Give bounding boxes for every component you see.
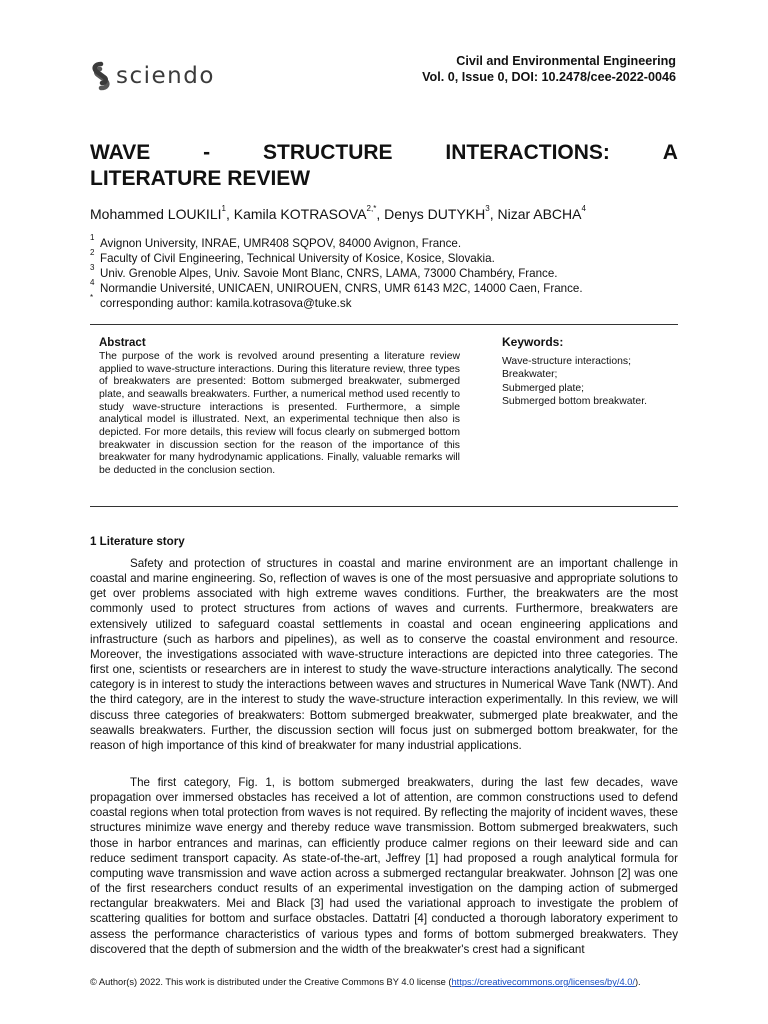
author-affil-mark: 4 xyxy=(581,204,586,213)
body-paragraph: Safety and protection of structures in coastal and marine environment are an important challenge in coastal and marine engineering. So, reflection of waves is one of the most persuasive and appropriate solutions to get over problems associated with high extreme waves conditions. Further, the breakwaters are the most commonly used to protect structures from actions of waves and currents. Furthermore, breakwaters are extensively utilized to safeguard coastal settlements in coastal and ocean engineering applications and infrastructure (such as harbors and pipelines), as well as to conserve the coastal environment and resource. Moreover, the investigations associated with wave-structure interactions are depicted into three categories. The first one, scientists or researchers are in interest to study the wave-structure interactions analytically. The second category is in interest to study the interactions between waves and structures in Numerical Wave Tank (NWT). And the third category, are in the interest to study the wave-structure interaction experimentally. In this review, we will discuss three categories of breakwaters: Bottom submerged breakwater, submerged plate breakwater, and the seawalls breakwaters. Further, the discussion section will focus just on submerged bottom breakwater, for the reason of high importance of this kind of breakwater for many industrial applications. xyxy=(90,557,678,752)
affiliation-item: 2 Faculty of Civil Engineering, Technical University of Kosice, Kosice, Slovakia. xyxy=(90,248,495,265)
author-affil-mark: 2,* xyxy=(366,204,377,213)
title-word: WAVE xyxy=(90,141,151,164)
keywords-list xyxy=(502,355,647,408)
title-line-2: LITERATURE REVIEW xyxy=(90,167,311,190)
divider-bottom xyxy=(90,506,678,507)
author-affil-mark: 1 xyxy=(221,204,226,213)
keyword-item: Wave-structure interactions; xyxy=(502,356,631,367)
keyword-item: Breakwater; xyxy=(502,369,558,381)
affiliation-item: 4 Normandie Université, UNICAEN, UNIROUEN, CNRS, UMR 6143 M2C, 14000 Caen, France. xyxy=(90,278,583,295)
author-name: Denys DUTYKH xyxy=(384,206,486,222)
abstract-heading: Abstract xyxy=(99,337,146,349)
journal-name: Civil and Environmental Engineering xyxy=(456,54,676,68)
title-line-1 xyxy=(90,140,678,166)
title-word: INTERACTIONS: xyxy=(445,141,610,164)
license-footer: © Author(s) 2022. This work is distributed under the Creative Commons BY 4.0 license (https://creativecommons.org/licenses/by/4.0/). xyxy=(90,977,641,987)
journal-info xyxy=(422,53,676,85)
journal-issue: Vol. 0, Issue 0, DOI: 10.2478/cee-2022-0046 xyxy=(422,70,676,84)
author-name: Mohammed LOUKILI xyxy=(90,206,222,222)
title-word: A xyxy=(662,141,678,164)
title-word: - xyxy=(203,141,211,164)
author-name: Kamila KOTRASOVA xyxy=(233,206,367,222)
affiliation-list xyxy=(90,233,583,311)
logo-text: sciendo xyxy=(116,63,215,89)
corresponding-author: * corresponding author: kamila.kotrasova@tuke.sk xyxy=(90,293,352,310)
sciendo-logo-icon xyxy=(90,61,112,91)
body-paragraph: The first category, Fig. 1, is bottom submerged breakwaters, during the last few decades, wave propagation over immersed obstacles has received a lot of attention, are common constructions used to defend coastal regions when total protection from waves is not required. By reflecting the majority of incident waves, these structures minimize wave energy and thereby reduce wave transmission. Bottom submerged breakwaters, such those in harbor entrances and marinas, can efficiently produce calmer regions on their leeward side and can reduce sediment transport capacity. As state-of-the-art, Jeffrey [1] had proposed a rough analytical formula for computing wave transmission and wave action across a submerged rectangular breakwater. Johnson [2] was one of the first researchers conduct results of an experimental investigation on the damping action of submerged rectangular breakwaters. Mei and Black [3] had used the variational approach to investigate the problem of scattering qualities for bottom and surface obstacles. Dattatri [4] conducted a thorough laboratory experiment to assess the performance characteristics of various types and forms of bottom submerged breakwaters. They discovered that the depth of submersion and the width of the breakwater's crest had a significant xyxy=(90,776,678,956)
author-affil-mark: 3 xyxy=(485,204,490,213)
keyword-item: Submerged plate; xyxy=(502,382,585,394)
author-name: Nizar ABCHA xyxy=(497,206,582,222)
divider-top xyxy=(90,324,678,325)
license-link[interactable]: https://creativecommons.org/licenses/by/4.0/ xyxy=(451,977,635,987)
affiliation-item: 1 Avignon University, INRAE, UMR408 SQPOV, 84000 Avignon, France. xyxy=(90,233,462,250)
author-list: Mohammed LOUKILI$^1$, Kamila $KOTRASOVA^{2,*}$, Denys DUTYKH$^3$, Nizar ABCHA$^4$ xyxy=(90,204,586,222)
abstract-text: The purpose of the work is revolved around presenting a literature review applied to wave-structure interactions. During this literature review, three types of breakwaters are presented: Bottom submerged breakwater, submerged plate, and seawalls breakwaters. Further, a numerical method used recently to study wave-structure interactions is presented. Furthermore, a simple analytical model is illustrated. Next, an experimental technique then also is depicted. For more details, this review will focus clearly on submerged bottom breakwater in discussion section for the reason of the importance of this breakwater for many hydrodynamic applications. Finally, valuable remarks will be deducted in the conclusion section. xyxy=(99,351,460,476)
title-word: STRUCTURE xyxy=(263,141,393,164)
publisher-logo xyxy=(90,61,215,91)
paper-title xyxy=(90,140,678,192)
affiliation-item: 3 Univ. Grenoble Alpes, Univ. Savoie Mont Blanc, CNRS, LAMA, 73000 Chambéry, France. xyxy=(90,263,558,280)
section-heading: 1 Literature story xyxy=(90,535,185,548)
keyword-item: Submerged bottom breakwater. xyxy=(502,395,647,407)
keywords-heading: Keywords: xyxy=(502,335,564,349)
